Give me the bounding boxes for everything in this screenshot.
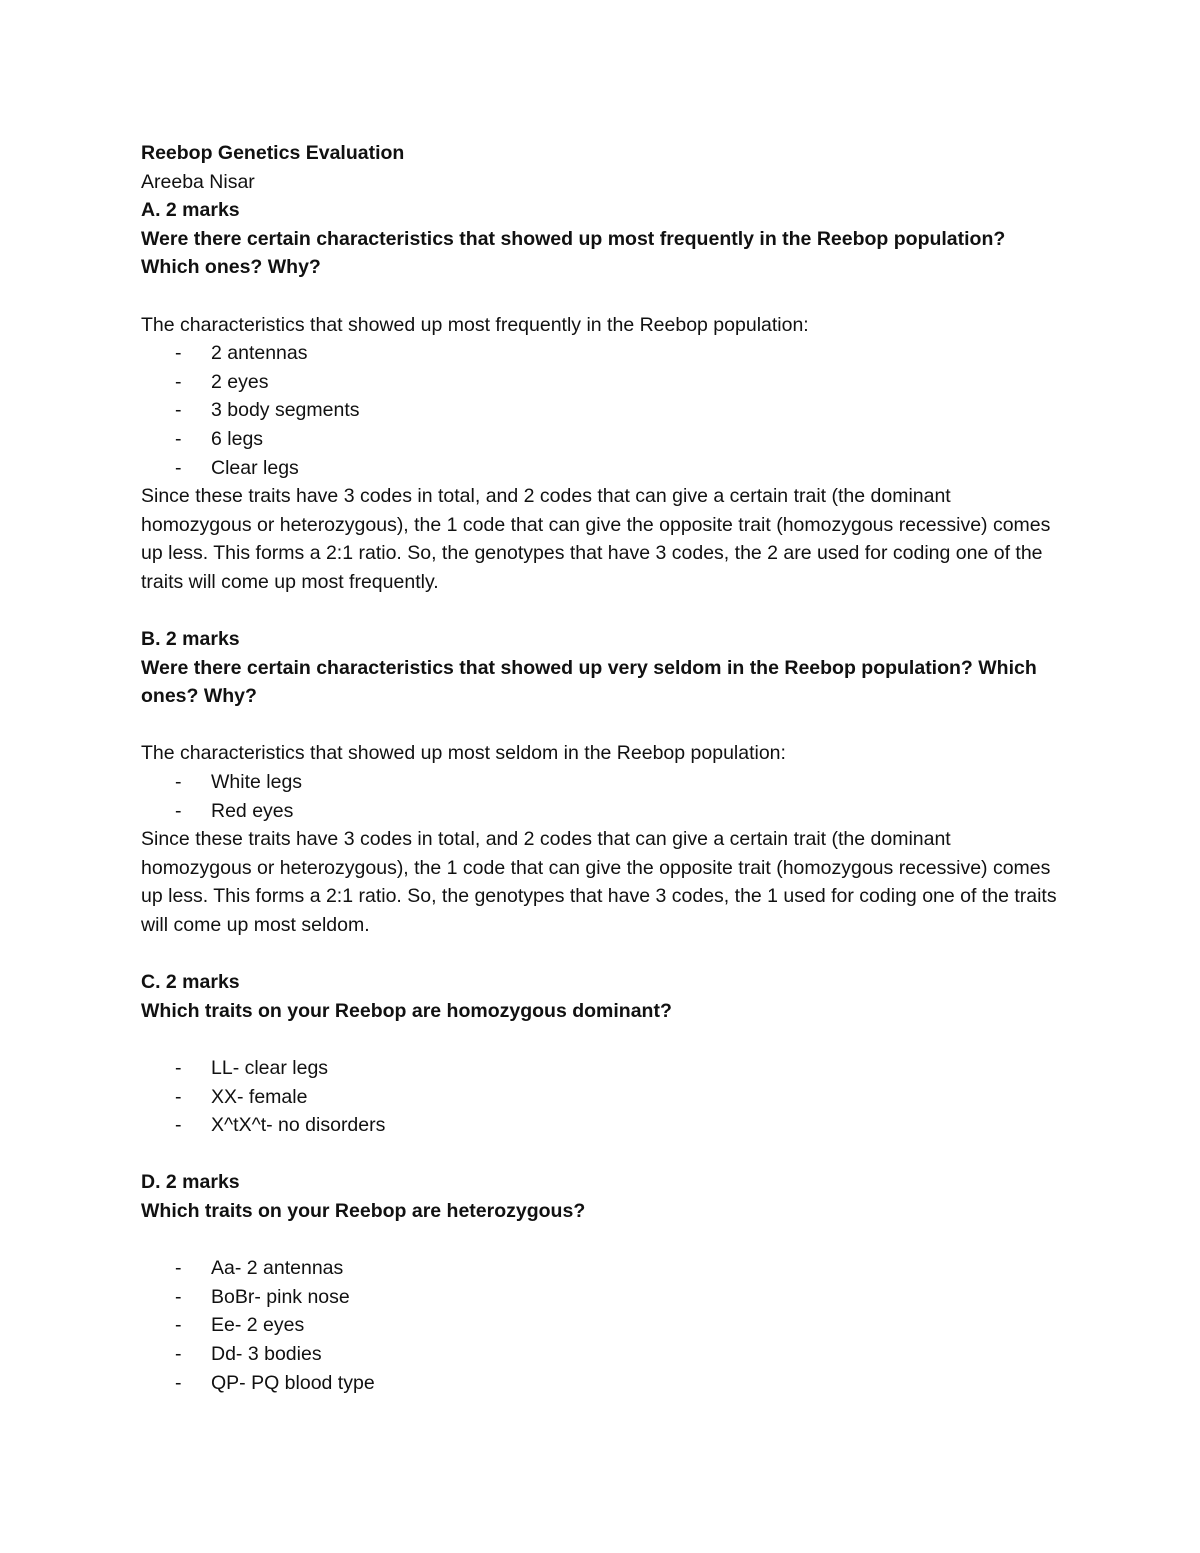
section-c-question: Which traits on your Reebop are homozygous dominant? bbox=[141, 999, 672, 1022]
list-item bbox=[141, 1111, 1081, 1140]
section-a-list bbox=[141, 339, 1081, 482]
section-b-intro: The characteristics that showed up most seldom in the Reebop population: bbox=[141, 742, 786, 765]
list-item-text: White legs bbox=[211, 771, 303, 794]
list-item bbox=[141, 368, 1081, 397]
list-item bbox=[141, 396, 1081, 425]
list-item bbox=[141, 1054, 1081, 1083]
section-c-list bbox=[141, 1054, 1081, 1140]
spacer bbox=[141, 1025, 1081, 1054]
section-b-marks: B. 2 marks bbox=[141, 628, 240, 651]
list-item bbox=[141, 797, 1081, 826]
list-item-text: 6 legs bbox=[211, 427, 264, 450]
section-b-answer: Since these traits have 3 codes in total, and 2 codes that can give a certain trait (the dominant homozygous or heterozygous), the 1 code that can give the opposite trait (homozygous recessive) comes up less. This forms a 2:1 ratio. So, the genotypes that have 3 codes, the 1 used for coding one of the traits will come up most seldom. bbox=[141, 828, 1057, 937]
list-item-text: QP- PQ blood type bbox=[211, 1371, 375, 1394]
spacer bbox=[141, 597, 1081, 626]
dash-marker: - bbox=[175, 1314, 182, 1337]
list-item-text: Ee- 2 eyes bbox=[211, 1314, 305, 1337]
list-item-text: 2 antennas bbox=[211, 342, 308, 365]
list-item-text: Red eyes bbox=[211, 799, 294, 822]
section-d bbox=[141, 1168, 1081, 1397]
list-item-text: LL- clear legs bbox=[211, 1057, 329, 1079]
list-item-text: Aa- 2 antennas bbox=[211, 1257, 344, 1280]
spacer bbox=[141, 1226, 1081, 1255]
list-item-text: X^tX^t- no disorders bbox=[211, 1114, 386, 1137]
section-a bbox=[141, 196, 1081, 596]
list-item bbox=[141, 425, 1081, 454]
dash-marker: - bbox=[175, 771, 182, 794]
spacer bbox=[141, 282, 1081, 311]
list-item bbox=[141, 454, 1081, 483]
spacer bbox=[141, 1140, 1081, 1169]
dash-marker: - bbox=[175, 1342, 182, 1365]
author-name: Areeba Nisar bbox=[141, 170, 255, 193]
dash-marker: - bbox=[175, 1085, 182, 1108]
dash-marker: - bbox=[175, 342, 182, 365]
list-item-text: 2 eyes bbox=[211, 370, 269, 393]
list-item-text: BoBr- pink nose bbox=[211, 1285, 350, 1308]
section-c bbox=[141, 968, 1081, 1140]
dash-marker: - bbox=[175, 370, 182, 393]
dash-marker: - bbox=[175, 456, 182, 479]
list-item-text: Dd- 3 bodies bbox=[211, 1342, 322, 1365]
dash-marker: - bbox=[175, 1257, 182, 1280]
section-a-intro: The characteristics that showed up most frequently in the Reebop population: bbox=[141, 313, 809, 336]
section-c-marks: C. 2 marks bbox=[141, 971, 240, 994]
spacer bbox=[141, 940, 1081, 969]
list-item-text: XX- female bbox=[211, 1085, 308, 1108]
dash-marker: - bbox=[175, 1371, 182, 1394]
dash-marker: - bbox=[175, 1285, 182, 1308]
dash-marker: - bbox=[175, 399, 182, 422]
list-item bbox=[141, 1340, 1081, 1369]
section-d-list bbox=[141, 1254, 1081, 1397]
dash-marker: - bbox=[175, 1114, 182, 1137]
list-item bbox=[141, 339, 1081, 368]
list-item bbox=[141, 1311, 1081, 1340]
dash-marker: - bbox=[175, 799, 182, 822]
dash-marker: - bbox=[175, 427, 182, 450]
list-item bbox=[141, 768, 1081, 797]
list-item-text: Clear legs bbox=[211, 456, 299, 479]
list-item bbox=[141, 1083, 1081, 1112]
list-item bbox=[141, 1283, 1081, 1312]
section-b bbox=[141, 625, 1081, 940]
section-b-list bbox=[141, 768, 1081, 825]
list-item bbox=[141, 1369, 1081, 1398]
section-d-question: Which traits on your Reebop are heterozygous? bbox=[141, 1199, 586, 1222]
section-a-answer: Since these traits have 3 codes in total, and 2 codes that can give a certain trait (the dominant homozygous or heterozygous), the 1 code that can give the opposite trait (homozygous recessive) comes up less. This forms a 2:1 ratio. So, the genotypes that have 3 codes, the 2 are used for coding one of the traits will come up most frequently. bbox=[141, 485, 1051, 593]
section-d-marks: D. 2 marks bbox=[141, 1171, 240, 1194]
section-a-question: Were there certain characteristics that showed up most frequently in the Reebop population? Which ones? Why? bbox=[141, 227, 1006, 279]
list-item bbox=[141, 1254, 1081, 1283]
section-a-marks: A. 2 marks bbox=[141, 199, 240, 222]
spacer bbox=[141, 711, 1081, 740]
document-title: Reebop Genetics Evaluation bbox=[141, 142, 405, 164]
dash-marker: - bbox=[175, 1057, 182, 1079]
document-page bbox=[141, 139, 1081, 1397]
section-b-question: Were there certain characteristics that showed up very seldom in the Reebop population? Which ones? Why? bbox=[141, 656, 1037, 708]
list-item-text: 3 body segments bbox=[211, 399, 360, 422]
